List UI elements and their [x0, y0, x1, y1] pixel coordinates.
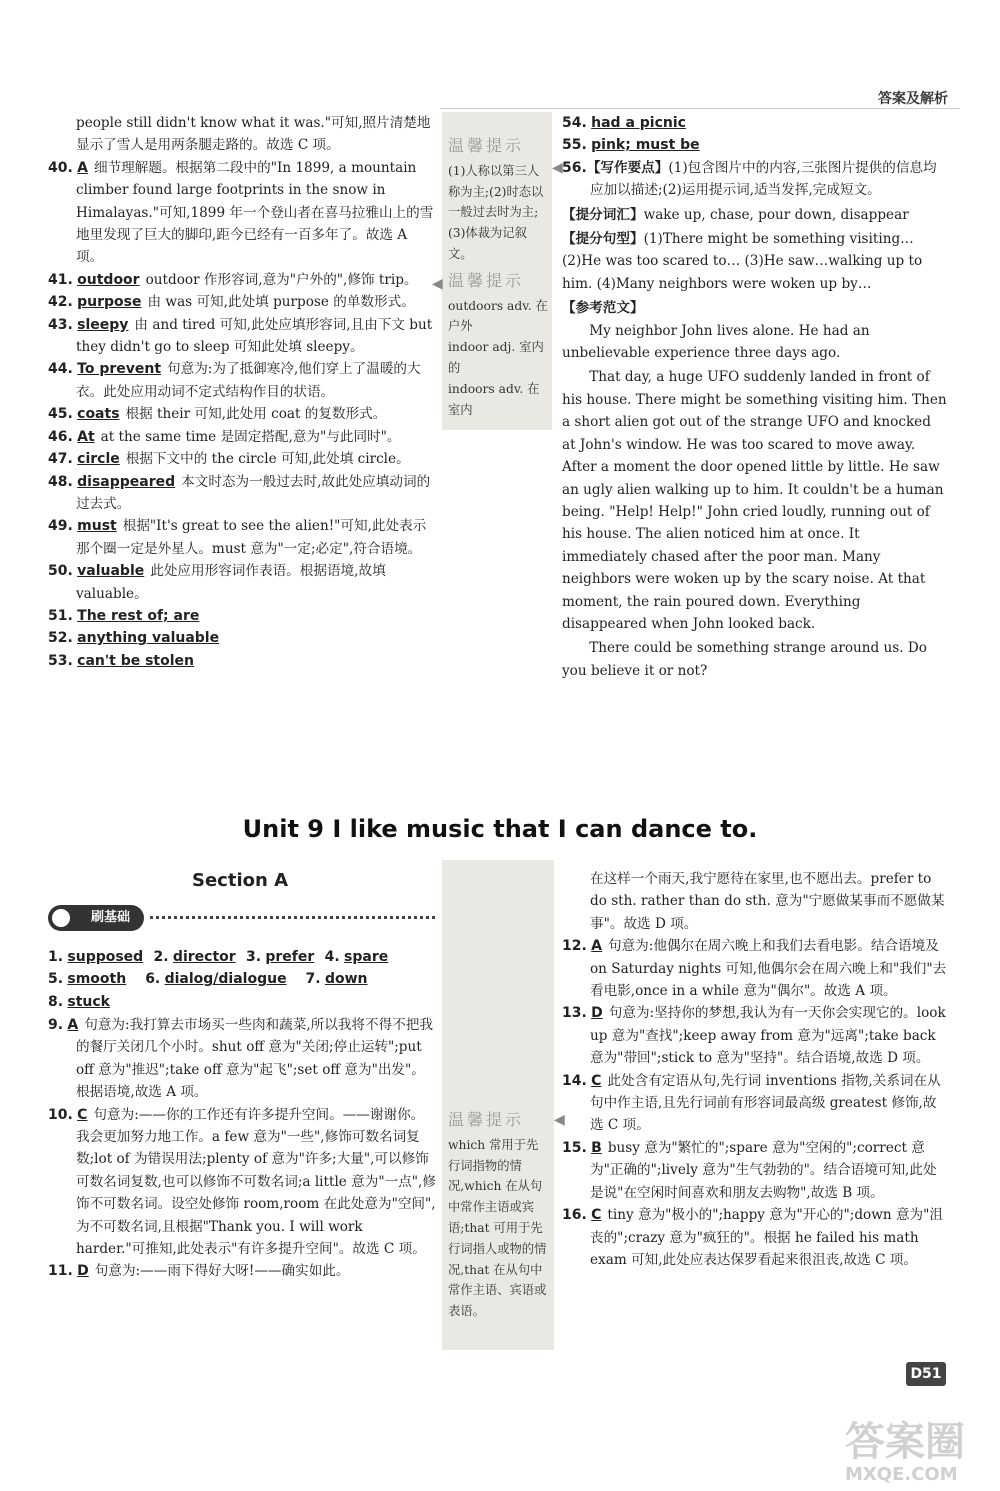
answer: C — [591, 1072, 602, 1089]
item-number: 15. — [562, 1139, 587, 1156]
list-item — [48, 269, 436, 291]
answer: pink; must be — [591, 137, 700, 154]
list-item — [48, 426, 436, 448]
explanation: 本文时态为一般过去时,故此处应填动词的过去式。 — [76, 473, 431, 512]
list-item — [48, 1104, 436, 1261]
list-item — [562, 1137, 948, 1204]
answer: At — [77, 428, 95, 445]
explanation: 细节理解题。根据第二段中的"In 1899, a mountain climber found large footprints in the snow in Himalayas."可知,1899 年一个登山者在喜马拉雅山上的雪地里发现了巨大的脚印,距今已经有一百多年了。故选 A 项。 — [76, 159, 434, 266]
list-item — [48, 627, 436, 649]
arrow-icon: ◀ — [554, 1112, 565, 1128]
item-number: 42. — [48, 294, 73, 311]
item-number: 51. — [48, 607, 73, 624]
list-item — [48, 1260, 436, 1282]
left-column — [48, 112, 436, 672]
item-number: 46. — [48, 428, 73, 445]
words-label: 【提分词汇】 — [562, 206, 644, 223]
answer: coats — [77, 406, 120, 423]
item-number: 3. — [245, 949, 262, 965]
item-number: 45. — [48, 406, 73, 423]
list-item — [562, 1204, 948, 1271]
item-number: 54. — [562, 115, 587, 131]
header-title: 答案及解析 — [878, 91, 948, 107]
item-number: 56. — [562, 159, 587, 176]
explanation: 在这样一个雨天,我宁愿待在家里,也不愿出去。prefer to do sth. rather than do sth. 意为"宁愿做某事而不愿做某事"。故选 D 项。 — [590, 871, 945, 932]
list-item — [48, 515, 436, 560]
watermark-url: MXQE.COM — [845, 1464, 958, 1485]
list-item — [48, 157, 436, 269]
answer: supposed — [67, 949, 144, 965]
list-item — [48, 358, 436, 403]
sentences-label: 【提分句型】 — [562, 231, 644, 248]
list-item — [48, 112, 436, 157]
list-item — [48, 471, 436, 516]
list-item — [48, 560, 436, 605]
essay-paragraph: My neighbor John lives alone. He had an unbelievable experience three days ago. — [562, 322, 870, 362]
tip-title: 温馨提示 — [448, 1110, 525, 1129]
answer: A — [67, 1017, 79, 1033]
answer: had a picnic — [591, 115, 686, 131]
answer: director — [172, 949, 236, 965]
explanation: 此处含有定语从句,先行词 inventions 指物,关系词在从句中作主语,且先行词前有形容词最高级 greatest 修饰,故选 C 项。 — [590, 1072, 941, 1134]
item-number: 13. — [562, 1005, 587, 1022]
answer: stuck — [67, 993, 110, 1010]
item-number: 6. — [145, 971, 161, 988]
tip-line: indoor adj. 室内的 — [448, 340, 544, 375]
words-text: wake up, chase, pour down, disappear — [643, 206, 909, 223]
section-title: Section A — [192, 870, 288, 891]
list-item — [562, 1070, 948, 1137]
list-item — [48, 448, 436, 470]
answer: can't be stolen — [77, 652, 195, 669]
right-column — [562, 112, 948, 682]
explanation: busy 意为"繁忙的";spare 意为"空闲的";correct 意为"正确的";lively 意为"生气勃勃的"。结合语境可知,此处是说"在空闲时间喜欢和朋友去购物",故选 B 项。 — [590, 1139, 937, 1201]
answer: smooth — [67, 971, 127, 988]
answer: down — [324, 971, 368, 988]
item-number: 48. — [48, 473, 73, 490]
pencil-icon — [50, 907, 72, 929]
explanation: 句意为:我打算去市场买一些肉和蔬菜,所以我将不得不把我的餐厅关闭几个小时。shut off 意为"关闭;停止运转";put off 意为"推迟";take off 意为"起飞";set off 意为"出发"。根据语境,故选 A 项。 — [76, 1017, 433, 1101]
arrow-icon: ◀ — [552, 160, 563, 176]
dotted-divider — [150, 916, 435, 919]
points-label: 【写作要点】 — [586, 159, 669, 176]
tip-box-top — [442, 112, 552, 430]
item-number: 49. — [48, 518, 73, 535]
arrow-icon: ◀ — [432, 276, 443, 292]
answer: To prevent — [77, 361, 162, 378]
explanation: 根据"It's great to see the alien!"可知,此处表示那个圈一定是外星人。must 意为"一定;必定",符合语境。 — [76, 518, 427, 557]
explanation: 由 was 可知,此处填 purpose 的单数形式。 — [147, 294, 415, 311]
answer: prefer — [265, 949, 315, 965]
item-number: 53. — [48, 652, 73, 669]
watermark-logo: 答案圈 — [845, 1419, 965, 1465]
list-item — [562, 1002, 948, 1069]
explanation: 根据 their 可知,此处用 coat 的复数形式。 — [125, 406, 387, 423]
explanation: outdoor 作形容词,意为"户外的",修饰 trip。 — [145, 271, 418, 288]
answer: D — [591, 1005, 603, 1022]
answer: purpose — [77, 294, 142, 311]
item-number: 2. — [153, 949, 169, 965]
answer: outdoor — [77, 271, 140, 288]
item-number: 5. — [48, 971, 64, 988]
header-rule — [440, 108, 960, 109]
item-number: 8. — [48, 993, 64, 1010]
list-item — [48, 403, 436, 425]
essay-paragraph: That day, a huge UFO suddenly landed in front of his house. There might be something visiting him. Then a short alien got out of the strange UFO and knocked at John's window. He was too scared to move away. After a moment the door opened little by little. He saw an ugly alien walking up to him. It couldn't be a human being. "Help! Help!" John cried loudly, running out of his house. The alien noticed him at once. It immediately chased after the poor man. Many neighbors were woken up by the scary noise. At that moment, the rain poured down. Everything disappeared when John looked back. — [562, 369, 947, 632]
answer: sleepy — [77, 316, 129, 333]
answer: A — [591, 938, 602, 955]
item-number: 11. — [48, 1263, 73, 1280]
answer: valuable — [77, 563, 145, 580]
sentences-text: (1)There might be something visiting… (2)He was too scared to… (3)He saw…walking up to him. (4)Many neighbors were woken up by… — [562, 231, 923, 292]
list-item — [48, 1014, 436, 1104]
explanation: 由 and tired 可知,此处应填形容词,且由下文 but they didn't go to sleep 可知此处填 sleepy。 — [76, 316, 433, 356]
item-number: 10. — [48, 1106, 73, 1123]
item-number: 43. — [48, 316, 73, 333]
vocab-block — [48, 946, 438, 1013]
unit-right-column — [562, 868, 948, 1271]
item-number: 44. — [48, 361, 73, 378]
item-number: 14. — [562, 1072, 587, 1089]
explanation: 句意为:坚持你的梦想,我认为有一天你会实现它的。look up 意为"查找";keep away from 意为"远离";take back 意为"带回";stick to 意为"坚持"。结合语境,故选 D 项。 — [590, 1005, 946, 1067]
explanation: at the same time 是固定搭配,意为"与此同时"。 — [100, 428, 401, 445]
answer: D — [77, 1263, 89, 1280]
list-item — [48, 605, 436, 627]
item-number: 41. — [48, 271, 73, 288]
item-number: 16. — [562, 1207, 587, 1224]
tip-title: 温馨提示 — [448, 136, 525, 155]
answer: must — [77, 518, 117, 535]
answer: The rest of; are — [77, 607, 200, 624]
page-number: D51 — [906, 1362, 946, 1386]
tip-text: which 常用于先行词指物的情况,which 在从句中常作主语或宾语;that 可用于先行词指人或物的情况,that 在从句中常作主语、宾语或表语。 — [448, 1137, 547, 1319]
list-item — [48, 291, 436, 313]
item-number: 9. — [48, 1017, 64, 1033]
list-item — [562, 868, 948, 935]
tip-title-2: 温馨提示 — [448, 270, 525, 290]
item-number: 55. — [562, 137, 587, 154]
explanation: 句意为:为了抵御寒冷,他们穿上了温暖的大衣。此处应用动词不定式结构作目的状语。 — [76, 361, 421, 400]
item-number: 4. — [324, 949, 340, 965]
item-number: 50. — [48, 563, 73, 580]
answer: dialog/dialogue — [164, 971, 287, 988]
list-item — [48, 314, 436, 359]
tip-line: outdoors adv. 在户外 — [448, 298, 548, 334]
tip-box-bottom — [442, 860, 554, 1350]
item-number: 40. — [48, 159, 73, 176]
answer: anything valuable — [77, 630, 220, 647]
answer: disappeared — [77, 473, 176, 490]
tip-line: indoors adv. 在室内 — [448, 381, 540, 417]
answer: A — [77, 159, 88, 176]
watermark — [845, 1420, 965, 1486]
answer: B — [591, 1139, 602, 1156]
explanation: people still didn't know what it was."可知,照片清楚地显示了雪人是用两条腿走路的。故选 C 项。 — [76, 115, 431, 154]
essay-label: 【参考范文】 — [562, 300, 644, 317]
basic-badge: 刷基础 — [48, 905, 144, 931]
unit-title: Unit 9 I like music that I can dance to. — [242, 815, 758, 843]
explanation: 句意为:——你的工作还有许多提升空间。——谢谢你。我会更加努力地工作。a few 意为"一些",修饰可数名词复数;lot of 为错误用法;plenty of 意为"许多;大量",可以修饰可数名词复数,也可以修饰不可数名词;a little 意为"一点",修饰不可数名词。设空处修饰 room,room 在此处意为"空间",为不可数名词,且根据"Thank you. I will work harder."可推知,此处表示"有许多提升空间"。故选 C 项。 — [76, 1106, 436, 1258]
essay-paragraph: There could be something strange around us. Do you believe it or not? — [562, 640, 927, 679]
item-number: 7. — [305, 971, 321, 988]
explanation: tiny 意为"极小的";happy 意为"开心的";down 意为"沮丧的";crazy 意为"疯狂的"。根据 he failed his math exam 可知,此处应表达保罗看起来很沮丧,故选 C 项。 — [590, 1207, 943, 1268]
tip-text: (1)人称以第三人称为主;(2)时态以一般过去时为主;(3)体裁为记叙文。 — [448, 163, 544, 261]
answer: C — [591, 1207, 602, 1224]
item-number: 12. — [562, 938, 587, 955]
points-text: (1)包含图片中的内容,三张图片提供的信息均应加以描述;(2)运用提示词,适当发挥,完成短文。 — [590, 159, 937, 199]
answer: C — [77, 1106, 88, 1123]
answer: circle — [77, 451, 120, 468]
explanation: 句意为:——雨下得好大呀!——确实如此。 — [94, 1263, 350, 1280]
explanation: 此处应用形容词作表语。根据语境,故填 valuable。 — [76, 563, 386, 602]
list-item — [48, 650, 436, 672]
item-number: 52. — [48, 630, 73, 647]
explanation: 句意为:他偶尔在周六晚上和我们去看电影。结合语境及 on Saturday nights 可知,他偶尔会在周六晚上和"我们"去看电影,once in a while 意为"偶尔"。故选 A 项。 — [590, 938, 947, 1000]
item-number: 47. — [48, 451, 73, 468]
item-number: 1. — [48, 949, 64, 965]
unit-left-column — [48, 1014, 436, 1283]
list-item — [562, 935, 948, 1002]
answer: spare — [344, 949, 389, 965]
explanation: 根据下文中的 the circle 可知,此处填 circle。 — [125, 451, 410, 468]
